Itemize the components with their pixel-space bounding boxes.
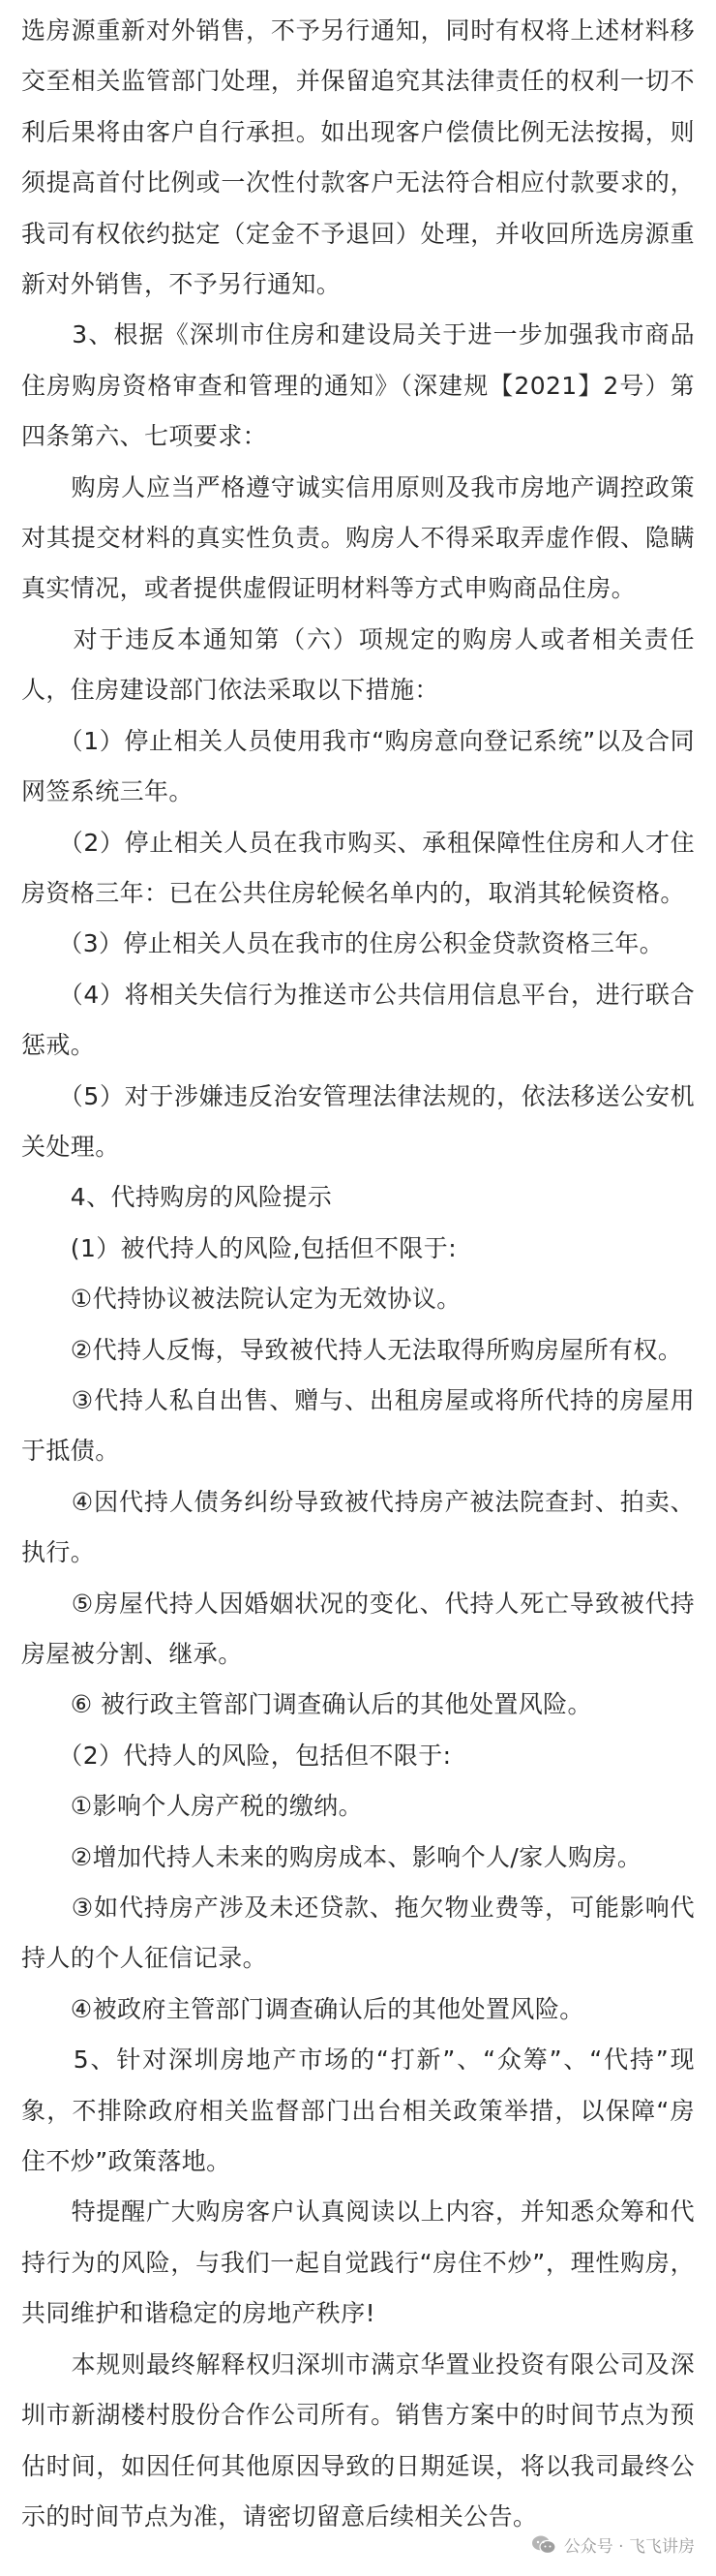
paragraph: ④被政府主管部门调查确认后的其他处置风险。 (21, 1994, 584, 2023)
wechat-icon (531, 2534, 556, 2556)
paragraph: 选房源重新对外销售，不予另行通知，同时有权将上述材料移交至相关监管部门处理，并保留追究其法律责任的权利一切不利后果将由客户自行承担。如出现客户偿债比例无法按揭，则须提高首付比例或一次性付款客户无法符合相应付款要求的，我司有权依约挞定（定金不予退回）处理，并收回所选房源重新对外销售，不予另行通知。 (21, 16, 695, 299)
watermark (527, 2531, 699, 2559)
watermark-text: 公众号 · 飞飞讲房 (563, 2537, 695, 2557)
document-body (21, 6, 695, 2542)
paragraph: 5、针对深圳房地产市场的“打新”、“众筹”、“代持”现象，不排除政府相关监督部门出台相关政策举措，以保障“房住不炒”政策落地。 (21, 2046, 695, 2176)
paragraph: ①影响个人房产税的缴纳。 (21, 1792, 364, 1821)
paragraph: 本规则最终解释权归深圳市满京华置业投资有限公司及深圳市新湖楼村股份合作公司所有。销售方案中的时间节点为预估时间，如因任何其他原因导致的日期延误，将以我司最终公示的时间节点为准，请密切留意后续相关公告。 (21, 2349, 695, 2531)
paragraph: （5）对于涉嫌违反治安管理法律法规的，依法移送公安机关处理。 (21, 1081, 695, 1161)
paragraph: 4、代持购房的风险提示 (21, 1183, 333, 1212)
paragraph: （3）停止相关人员在我市的住房公积金贷款资格三年。 (21, 929, 665, 958)
paragraph: 特提醒广大购房客户认真阅读以上内容，并知悉众筹和代持行为的风险，与我们一起自觉践行“房住不炒”，理性购房，共同维护和谐稳定的房地产秩序! (21, 2197, 695, 2328)
paragraph: ③如代持房产涉及未还贷款、拖欠物业费等，可能影响代持人的个人征信记录。 (21, 1894, 695, 1973)
paragraph: （2）代持人的风险，包括但不限于: (21, 1741, 452, 1770)
paragraph: 购房人应当严格遵守诚实信用原则及我市房地产调控政策对其提交材料的真实性负责。购房人不得采取弄虚作假、隐瞒真实情况，或者提供虚假证明材料等方式申购商品住房。 (21, 472, 695, 603)
paragraph: 对于违反本通知第（六）项规定的购房人或者相关责任人，住房建设部门依法采取以下措施： (21, 624, 695, 705)
paragraph: ③代持人私自出售、赠与、出租房屋或将所代持的房屋用于抵债。 (21, 1385, 695, 1466)
paragraph: （2）停止相关人员在我市购买、承租保障性住房和人才住房资格三年：已在公共住房轮候名单内的，取消其轮候资格。 (21, 828, 695, 907)
paragraph: （4）将相关失信行为推送市公共信用信息平台，进行联合惩戒。 (21, 980, 695, 1060)
paragraph: ②代持人反悔，导致被代持人无法取得所购房屋所有权。 (21, 1335, 683, 1364)
paragraph: ⑤房屋代持人因婚姻状况的变化、代持人死亡导致被代持房屋被分割、继承。 (21, 1589, 695, 1668)
paragraph: ①代持协议被法院认定为无效协议。 (21, 1285, 462, 1314)
paragraph: ⑥ 被行政主管部门调查确认后的其他处置风险。 (21, 1690, 592, 1719)
paragraph: (1）被代持人的风险,包括但不限于: (21, 1233, 458, 1262)
paragraph: ④因代持人债务纠纷导致被代持房产被法院查封、拍卖、执行。 (21, 1487, 695, 1567)
paragraph: （1）停止相关人员使用我市“购房意向登记系统”以及合同网签系统三年。 (21, 726, 695, 806)
paragraph: ②增加代持人未来的购房成本、影响个人/家人购房。 (21, 1842, 642, 1871)
paragraph: 3、根据《深圳市住房和建设局关于进一步加强我市商品住房购房资格审查和管理的通知》（深建规【2021】2号）第四条第六、七项要求： (21, 320, 695, 451)
